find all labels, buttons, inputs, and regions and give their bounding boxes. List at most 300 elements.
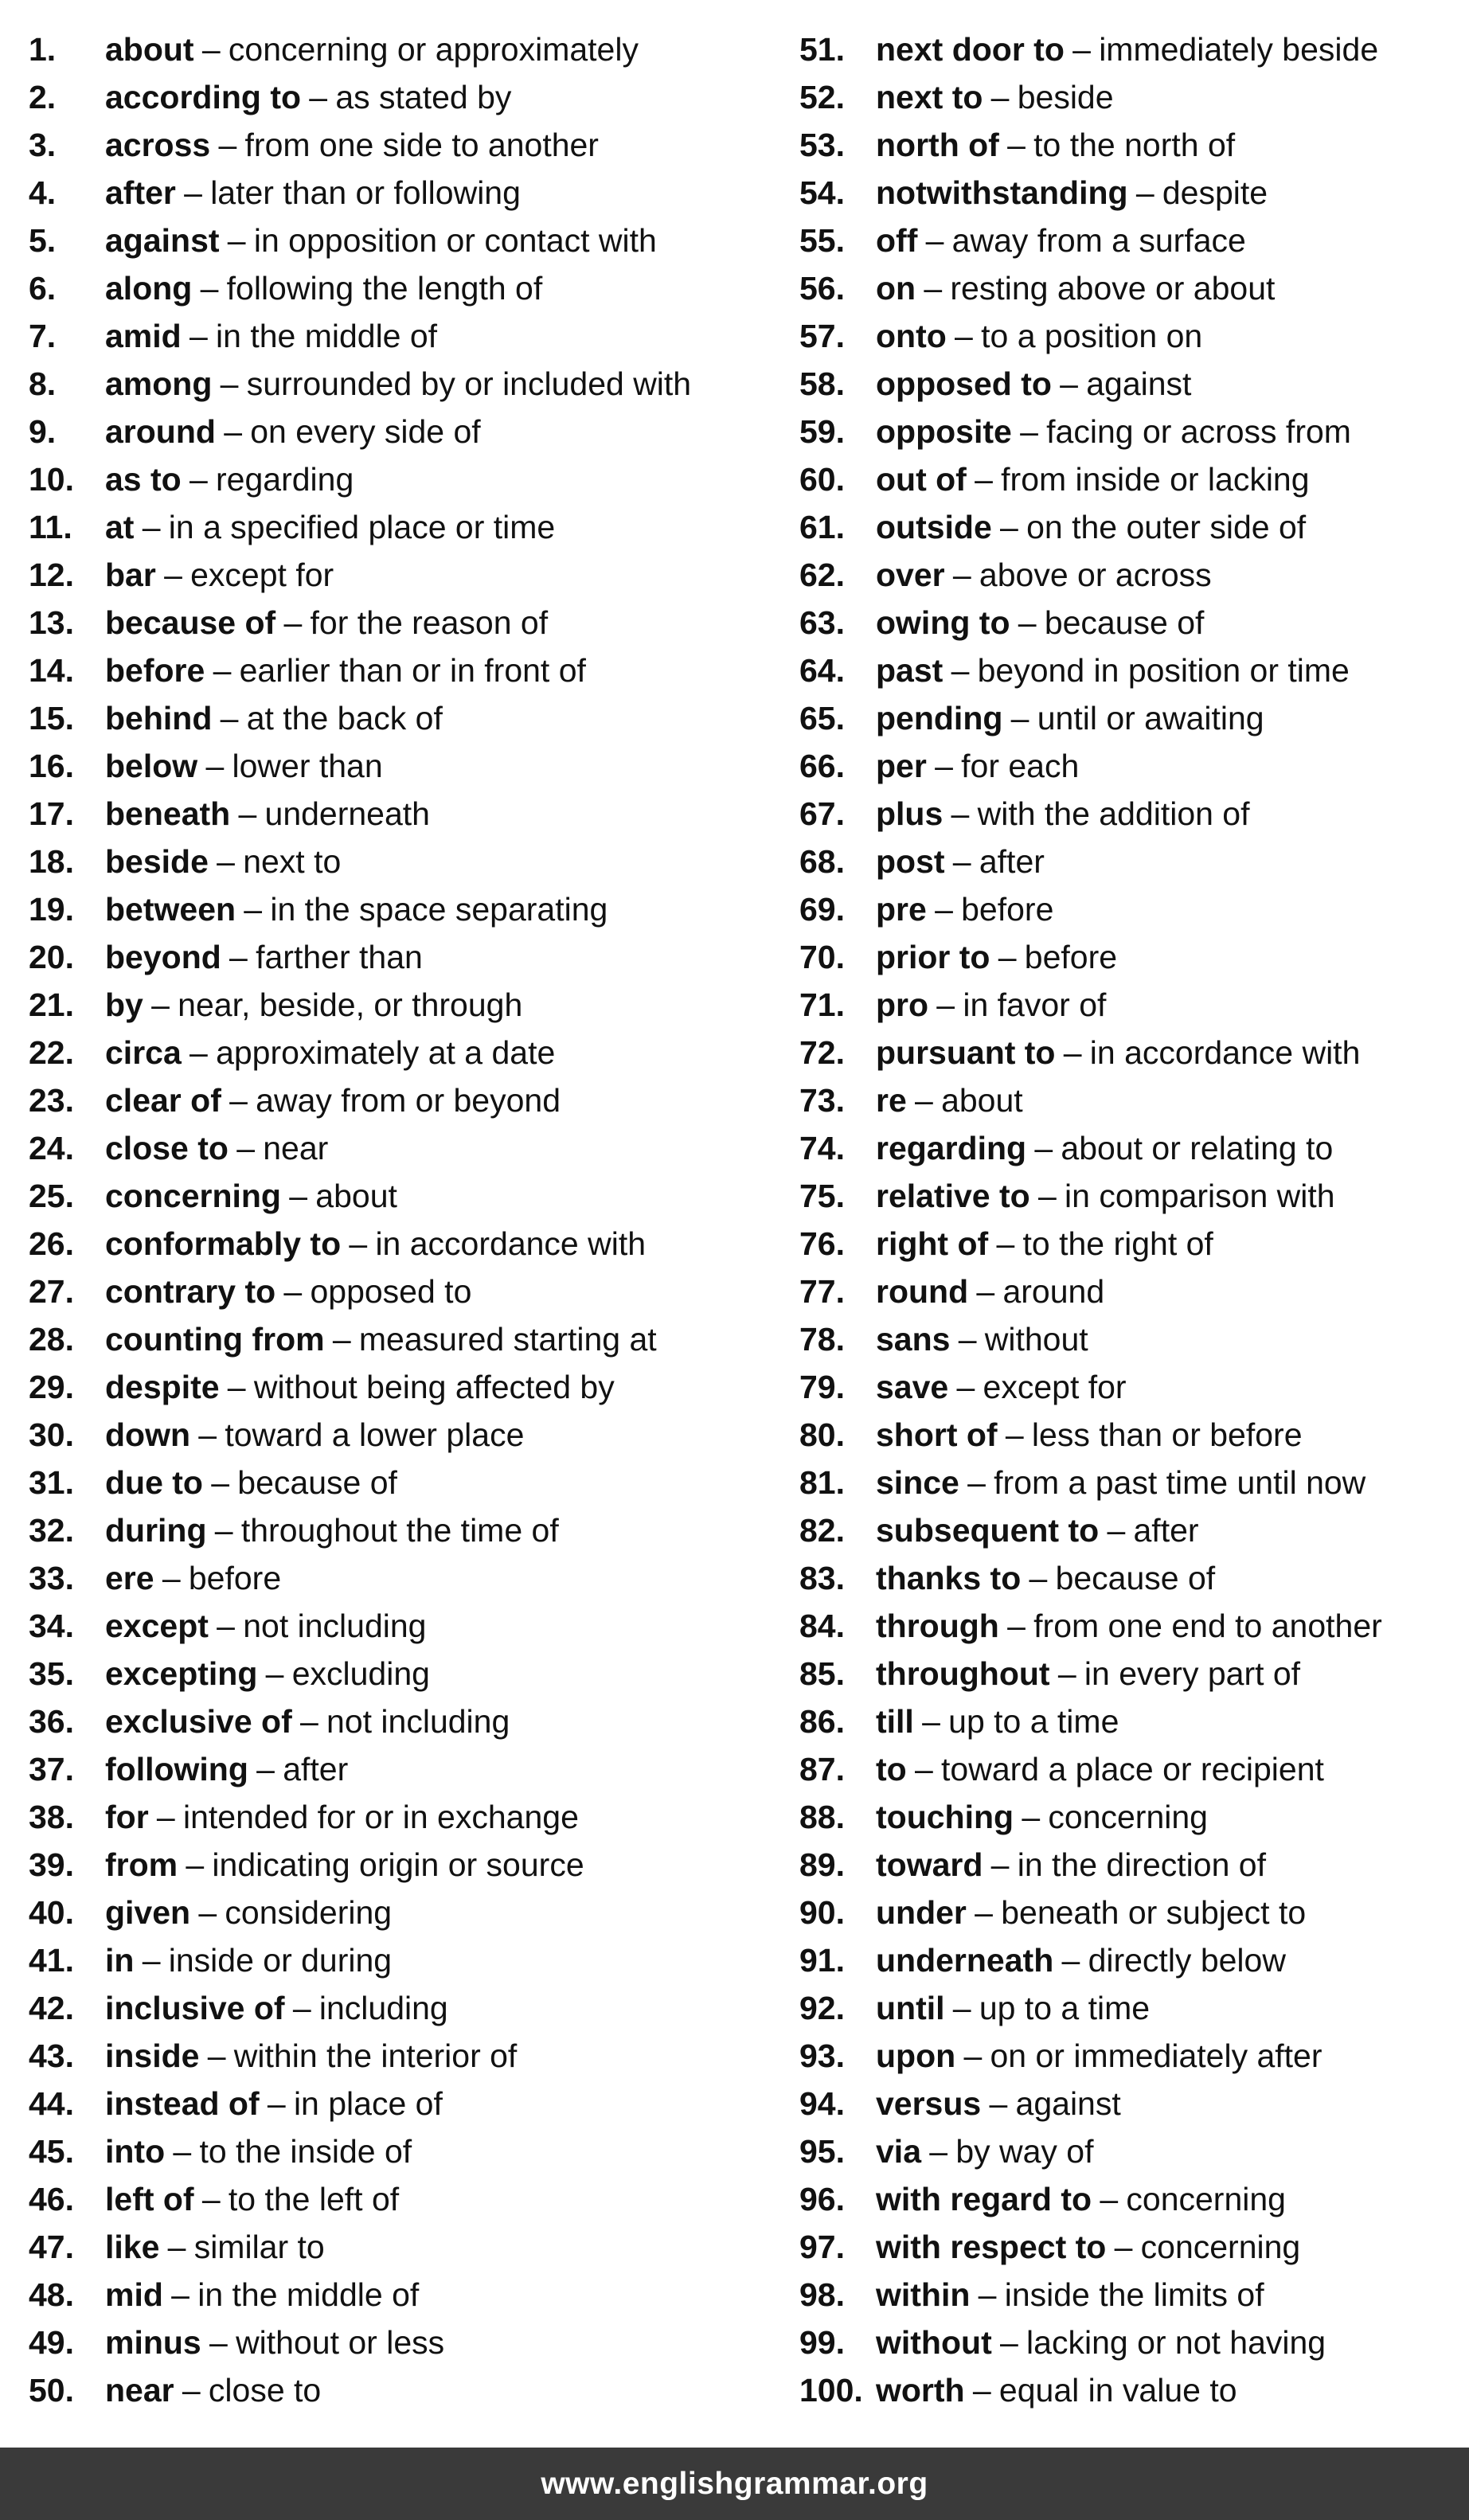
entry-definition: because of	[1055, 1560, 1216, 1596]
entry-preposition: since	[876, 1464, 959, 1501]
entry-number: 52.	[799, 79, 845, 115]
entry-preposition: relative to	[876, 1178, 1030, 1214]
entry-definition: after	[1133, 1512, 1199, 1549]
entry-preposition: inside	[105, 2037, 200, 2074]
list-item	[799, 2366, 1460, 2414]
entry-separator: –	[201, 2181, 221, 2217]
entry-definition: with the addition of	[977, 795, 1250, 832]
entry-preposition: excepting	[105, 1655, 258, 1692]
entry-number: 96.	[799, 2181, 845, 2217]
list-item	[799, 1506, 1460, 1554]
entry-number: 55.	[799, 222, 845, 259]
entry-separator: –	[1057, 1655, 1076, 1692]
list-item	[799, 455, 1460, 503]
list-item	[29, 408, 777, 455]
entry-separator: –	[217, 843, 235, 880]
entry-separator: –	[220, 700, 239, 736]
entry-preposition: beyond	[105, 939, 221, 975]
entry-number: 77.	[799, 1273, 845, 1310]
entry-definition: about	[315, 1178, 397, 1214]
entry-number: 35.	[29, 1655, 74, 1692]
entry-separator: –	[217, 1608, 235, 1644]
entry-number: 73.	[799, 1082, 845, 1119]
entry-definition: intended for or in exchange	[182, 1799, 579, 1835]
entry-preposition: pursuant to	[876, 1034, 1056, 1071]
entry-separator: –	[925, 222, 944, 259]
entry-number: 92.	[799, 1990, 845, 2026]
list-item	[29, 551, 777, 599]
entry-number: 11.	[29, 509, 72, 545]
entry-definition: indicating origin or source	[212, 1846, 584, 1883]
entry-separator: –	[1018, 604, 1037, 641]
entry-separator: –	[914, 1751, 933, 1787]
list-item	[29, 25, 777, 73]
list-item	[29, 647, 777, 694]
entry-separator: –	[142, 1942, 161, 1979]
entry-definition: after	[283, 1751, 349, 1787]
entry-preposition: between	[105, 891, 236, 928]
entry-definition: approximately at a date	[216, 1034, 556, 1071]
entry-preposition: like	[105, 2229, 160, 2265]
list-item	[29, 1220, 777, 1268]
list-item	[29, 217, 777, 264]
entry-definition: next to	[243, 843, 342, 880]
list-item	[29, 503, 777, 551]
entry-preposition: minus	[105, 2324, 201, 2361]
entry-definition: close to	[208, 2372, 322, 2409]
entry-separator: –	[952, 843, 971, 880]
entry-separator: –	[256, 1751, 275, 1787]
entry-preposition: mid	[105, 2276, 163, 2313]
entry-number: 17.	[29, 795, 74, 832]
entry-preposition: amid	[105, 318, 182, 354]
entry-separator: –	[924, 270, 943, 307]
entry-number: 59.	[799, 413, 845, 450]
entry-definition: including	[318, 1990, 448, 2026]
entry-separator: –	[189, 1034, 208, 1071]
list-item	[799, 838, 1460, 885]
entry-definition: lower than	[232, 748, 383, 784]
entry-number: 20.	[29, 939, 74, 975]
entry-number: 65.	[799, 700, 845, 736]
entry-separator: –	[1060, 365, 1078, 402]
entry-definition: farther than	[256, 939, 423, 975]
entry-preposition: pro	[876, 987, 929, 1023]
entry-number: 64.	[799, 652, 845, 689]
entry-number: 24.	[29, 1130, 74, 1166]
entry-number: 1.	[29, 31, 57, 68]
entry-separator: –	[915, 1082, 933, 1119]
entry-number: 85.	[799, 1655, 845, 1692]
entry-definition: beneath or subject to	[1001, 1894, 1307, 1931]
entry-separator: –	[929, 2133, 948, 2170]
list-item	[29, 1172, 777, 1220]
entry-number: 13.	[29, 604, 74, 641]
list-item	[799, 1076, 1460, 1124]
list-item	[29, 1745, 777, 1793]
entry-preposition: because of	[105, 604, 276, 641]
entry-definition: about	[941, 1082, 1023, 1119]
entry-definition: on every side of	[250, 413, 481, 450]
entry-number: 41.	[29, 1942, 74, 1979]
entry-preposition: through	[876, 1608, 999, 1644]
list-item	[29, 2366, 777, 2414]
entry-definition: before	[188, 1560, 282, 1596]
list-item	[799, 2080, 1460, 2127]
entry-definition: concerning	[1126, 2181, 1286, 2217]
entry-number: 39.	[29, 1846, 74, 1883]
entry-definition: away from a surface	[951, 222, 1246, 259]
entry-number: 40.	[29, 1894, 74, 1931]
entry-number: 86.	[799, 1703, 845, 1740]
entry-definition: against	[1015, 2085, 1121, 2122]
entry-separator: –	[207, 2037, 226, 2074]
entry-preposition: thanks to	[876, 1560, 1022, 1596]
entry-separator: –	[1022, 1799, 1041, 1835]
entry-number: 45.	[29, 2133, 74, 2170]
entry-separator: –	[332, 1321, 351, 1358]
entry-number: 93.	[799, 2037, 845, 2074]
entry-separator: –	[951, 795, 970, 832]
entry-separator: –	[935, 748, 953, 784]
entry-preposition: according to	[105, 79, 302, 115]
entry-preposition: until	[876, 1990, 945, 2026]
entry-separator: –	[978, 2276, 997, 2313]
entry-separator: –	[224, 413, 242, 450]
entry-definition: toward a lower place	[225, 1416, 525, 1453]
list-item	[29, 2319, 777, 2366]
entry-definition: not including	[243, 1608, 427, 1644]
entry-definition: before	[961, 891, 1054, 928]
entry-preposition: counting from	[105, 1321, 325, 1358]
list-item	[29, 694, 777, 742]
entry-preposition: via	[876, 2133, 921, 2170]
entry-definition: immediately beside	[1099, 31, 1379, 68]
list-item	[29, 1268, 777, 1315]
entry-definition: equal in value to	[998, 2372, 1237, 2409]
entry-preposition: beneath	[105, 795, 231, 832]
entry-number: 63.	[799, 604, 845, 641]
list-item	[29, 2127, 777, 2175]
entry-preposition: opposite	[876, 413, 1012, 450]
entry-preposition: down	[105, 1416, 191, 1453]
list-item	[799, 1315, 1460, 1363]
entry-separator: –	[189, 318, 208, 354]
entry-number: 43.	[29, 2037, 74, 2074]
entry-preposition: for	[105, 1799, 149, 1835]
entry-number: 90.	[799, 1894, 845, 1931]
list-item	[29, 1029, 777, 1076]
entry-number: 95.	[799, 2133, 845, 2170]
entry-separator: –	[213, 652, 232, 689]
list-item	[29, 1793, 777, 1841]
entry-separator: –	[142, 509, 161, 545]
list-item	[29, 2080, 777, 2127]
entry-preposition: circa	[105, 1034, 182, 1071]
entry-number: 89.	[799, 1846, 845, 1883]
entry-preposition: from	[105, 1846, 178, 1883]
entry-definition: in a specified place or time	[168, 509, 556, 545]
entry-preposition: plus	[876, 795, 944, 832]
entry-definition: as stated by	[335, 79, 512, 115]
list-item	[29, 742, 777, 790]
entry-separator: –	[999, 2324, 1018, 2361]
entry-number: 84.	[799, 1608, 845, 1644]
entry-definition: beside	[1017, 79, 1114, 115]
entry-number: 26.	[29, 1225, 74, 1262]
entry-definition: without or less	[236, 2324, 445, 2361]
entry-number: 30.	[29, 1416, 74, 1453]
entry-separator: –	[1072, 31, 1091, 68]
entry-definition: considering	[225, 1894, 393, 1931]
list-item	[799, 408, 1460, 455]
entry-number: 4.	[29, 174, 57, 211]
entry-separator: –	[989, 2085, 1008, 2122]
entry-preposition: conformably to	[105, 1225, 342, 1262]
entry-preposition: along	[105, 270, 193, 307]
entry-definition: less than or before	[1031, 1416, 1303, 1453]
list-item	[29, 599, 777, 647]
entry-definition: concerning	[1140, 2229, 1301, 2265]
entry-separator: –	[998, 939, 1017, 975]
list-item	[29, 312, 777, 360]
entry-preposition: exclusive of	[105, 1703, 292, 1740]
entry-separator: –	[220, 365, 239, 402]
entry-preposition: upon	[876, 2037, 956, 2074]
entry-separator: –	[349, 1225, 368, 1262]
entry-number: 78.	[799, 1321, 845, 1358]
entry-definition: to the right of	[1022, 1225, 1213, 1262]
entry-separator: –	[975, 461, 993, 498]
list-item	[29, 169, 777, 217]
entry-separator: –	[1007, 127, 1026, 163]
list-item	[799, 2319, 1460, 2366]
entry-number: 88.	[799, 1799, 845, 1835]
entry-separator: –	[1114, 2229, 1133, 2265]
entry-preposition: as to	[105, 461, 182, 498]
list-item	[29, 1650, 777, 1698]
entry-number: 18.	[29, 843, 74, 880]
entry-number: 56.	[799, 270, 845, 307]
entry-separator: –	[955, 318, 973, 354]
entry-separator: –	[956, 1369, 975, 1405]
list-item	[799, 933, 1460, 981]
entry-definition: in comparison with	[1065, 1178, 1335, 1214]
entry-preposition: on	[876, 270, 916, 307]
entry-separator: –	[211, 1464, 230, 1501]
list-item	[799, 264, 1460, 312]
entry-separator: –	[996, 1225, 1015, 1262]
entry-preposition: below	[105, 748, 198, 784]
entry-number: 34.	[29, 1608, 74, 1644]
entry-number: 72.	[799, 1034, 845, 1071]
list-item	[29, 121, 777, 169]
footer-url[interactable]: www.englishgrammar.org	[541, 2466, 928, 2501]
entry-preposition: opposed to	[876, 365, 1052, 402]
entry-separator: –	[205, 748, 225, 784]
entry-number: 29.	[29, 1369, 74, 1405]
entry-separator: –	[967, 1464, 986, 1501]
entry-definition: up to a time	[979, 1990, 1151, 2026]
entry-definition: in favor of	[963, 987, 1107, 1023]
entry-definition: from a past time until now	[994, 1464, 1366, 1501]
list-item	[799, 360, 1460, 408]
list-item	[29, 264, 777, 312]
entry-preposition: out of	[876, 461, 967, 498]
entry-number: 49.	[29, 2324, 74, 2361]
entry-definition: similar to	[193, 2229, 325, 2265]
list-item	[29, 1411, 777, 1459]
entry-preposition: following	[105, 1751, 248, 1787]
entry-preposition: pre	[876, 891, 927, 928]
entry-separator: –	[1000, 509, 1018, 545]
entry-separator: –	[244, 891, 263, 928]
entry-preposition: post	[876, 843, 945, 880]
entry-preposition: except	[105, 1608, 209, 1644]
entry-preposition: contrary to	[105, 1273, 276, 1310]
entry-preposition: touching	[876, 1799, 1014, 1835]
entry-preposition: among	[105, 365, 213, 402]
entry-separator: –	[299, 1703, 318, 1740]
list-item	[799, 647, 1460, 694]
entry-number: 36.	[29, 1703, 74, 1740]
entry-separator: –	[167, 2229, 186, 2265]
entry-preposition: by	[105, 987, 143, 1023]
entry-separator: –	[156, 1799, 175, 1835]
entry-preposition: owing to	[876, 604, 1010, 641]
list-item	[799, 1650, 1460, 1698]
entry-separator: –	[184, 174, 202, 211]
entry-preposition: in	[105, 1942, 135, 1979]
entry-definition: without being affected by	[253, 1369, 615, 1405]
entry-preposition: inclusive of	[105, 1990, 285, 2026]
entry-preposition: left of	[105, 2181, 194, 2217]
entry-preposition: onto	[876, 318, 947, 354]
list-item	[29, 2032, 777, 2080]
entry-number: 87.	[799, 1751, 845, 1787]
entry-definition: to the left of	[228, 2181, 400, 2217]
entry-number: 57.	[799, 318, 845, 354]
entry-number: 67.	[799, 795, 845, 832]
list-item	[799, 1220, 1460, 1268]
entry-separator: –	[990, 79, 1010, 115]
list-item	[29, 360, 777, 408]
entry-preposition: during	[105, 1512, 207, 1549]
entry-preposition: right of	[876, 1225, 989, 1262]
entry-definition: in accordance with	[375, 1225, 647, 1262]
list-item	[799, 790, 1460, 838]
list-item	[29, 933, 777, 981]
entry-number: 99.	[799, 2324, 845, 2361]
entry-definition: at the back of	[246, 700, 443, 736]
entry-preposition: beside	[105, 843, 209, 880]
list-item	[799, 599, 1460, 647]
entry-number: 97.	[799, 2229, 845, 2265]
entry-separator: –	[173, 2133, 192, 2170]
entry-preposition: with respect to	[876, 2229, 1107, 2265]
list-item	[29, 1506, 777, 1554]
entry-separator: –	[189, 461, 208, 498]
entry-definition: in every part of	[1084, 1655, 1301, 1692]
entry-definition: except for	[983, 1369, 1127, 1405]
entry-definition: later than or following	[210, 174, 521, 211]
left-column	[29, 25, 777, 2414]
list-item	[799, 742, 1460, 790]
entry-number: 61.	[799, 509, 845, 545]
entry-preposition: pending	[876, 700, 1003, 736]
entry-preposition: clear of	[105, 1082, 221, 1119]
entry-number: 44.	[29, 2085, 74, 2122]
entry-number: 23.	[29, 1082, 74, 1119]
entry-separator: –	[1007, 1608, 1026, 1644]
entry-number: 5.	[29, 222, 57, 259]
list-item	[29, 1315, 777, 1363]
entry-preposition: prior to	[876, 939, 990, 975]
entry-definition: in accordance with	[1089, 1034, 1361, 1071]
list-item	[29, 2271, 777, 2319]
list-item	[29, 1889, 777, 1936]
entry-separator: –	[229, 1082, 248, 1119]
entry-preposition: within	[876, 2276, 971, 2313]
entry-preposition: toward	[876, 1846, 983, 1883]
entry-definition: following the length of	[226, 270, 543, 307]
entry-number: 66.	[799, 748, 845, 784]
list-item	[799, 885, 1460, 933]
entry-separator: –	[958, 1321, 977, 1358]
entry-separator: –	[1107, 1512, 1126, 1549]
entry-number: 76.	[799, 1225, 845, 1262]
entry-preposition: under	[876, 1894, 967, 1931]
entry-number: 60.	[799, 461, 845, 498]
entry-number: 58.	[799, 365, 845, 402]
entry-separator: –	[289, 1178, 308, 1214]
entry-number: 15.	[29, 700, 74, 736]
entry-number: 6.	[29, 270, 57, 307]
entry-preposition: next door to	[876, 31, 1065, 68]
entry-number: 79.	[799, 1369, 845, 1405]
entry-preposition: till	[876, 1703, 914, 1740]
list-item	[29, 1459, 777, 1506]
list-item	[29, 2223, 777, 2271]
entry-definition: beyond in position or time	[977, 652, 1350, 689]
right-column	[799, 25, 1460, 2414]
footer-bar	[0, 2448, 1469, 2520]
entry-separator: –	[265, 1655, 284, 1692]
entry-definition: toward a place or recipient	[941, 1751, 1324, 1787]
entry-definition: because of	[1044, 604, 1205, 641]
entry-definition: because of	[237, 1464, 397, 1501]
entry-definition: inside the limits of	[1004, 2276, 1264, 2313]
entry-separator: –	[209, 2324, 228, 2361]
entry-separator: –	[292, 1990, 311, 2026]
entry-number: 25.	[29, 1178, 74, 1214]
entry-preposition: past	[876, 652, 944, 689]
entry-separator: –	[1037, 1178, 1057, 1214]
entry-number: 50.	[29, 2372, 74, 2409]
entry-separator: –	[1034, 1130, 1053, 1166]
list-item	[29, 981, 777, 1029]
entry-definition: away from or beyond	[256, 1082, 561, 1119]
list-item	[799, 1698, 1460, 1745]
entry-separator: –	[976, 1273, 995, 1310]
entry-number: 8.	[29, 365, 57, 402]
entry-definition: concerning	[1048, 1799, 1208, 1835]
entry-number: 94.	[799, 2085, 845, 2122]
entry-separator: –	[201, 31, 221, 68]
entry-definition: until or awaiting	[1037, 700, 1264, 736]
entry-definition: opposed to	[310, 1273, 472, 1310]
entry-preposition: to	[876, 1751, 907, 1787]
